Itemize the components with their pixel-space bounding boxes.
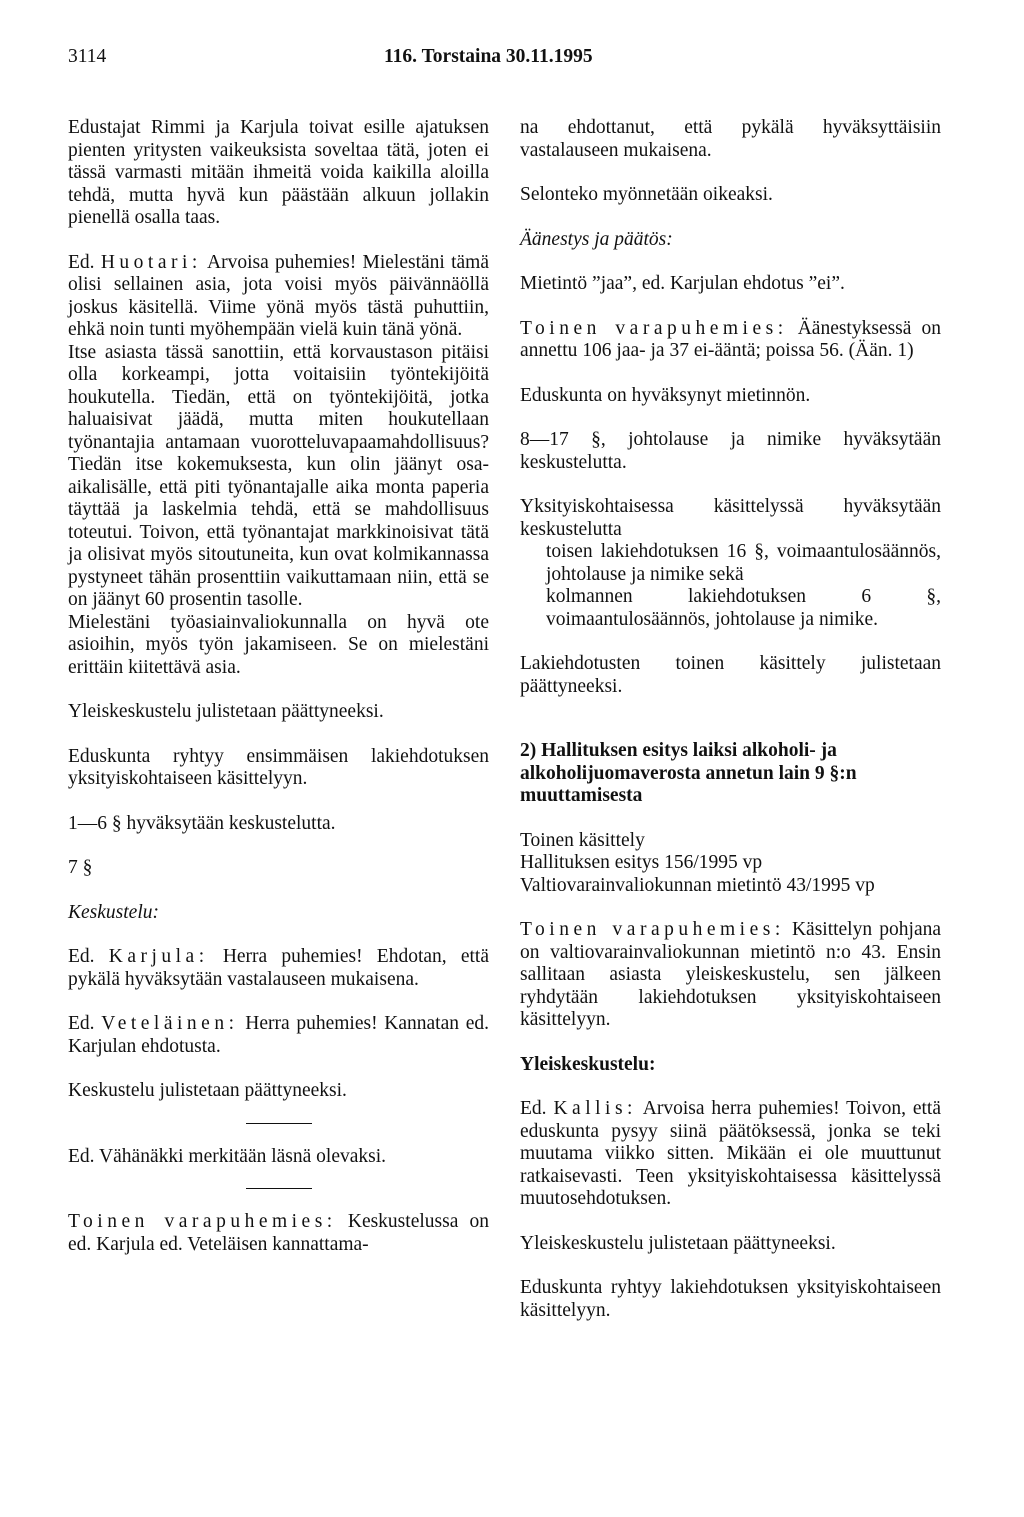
decision-text: Eduskunta on hyväksynyt mietinnön.: [520, 384, 811, 406]
speech-huotari: [68, 252, 489, 342]
speaker-prefix: Ed.: [68, 1013, 95, 1034]
decision-text: Yleiskeskustelu julistetaan päättyneeksi.: [68, 701, 384, 722]
speech-text: Arvoisa herra puhemies! Toivon, että eduskunta pysyy siinä päätöksessä, jonka se teki muutama viikko sitten. Mikään ei ole muuttunut ratkaisevasti. Teen yksityiskohtaisessa käsittelyssä muutosehdotuksen.: [520, 1098, 942, 1209]
speech-varapuhemies: [520, 919, 941, 1032]
paragraph: na ehdottanut, että pykälä hyväksyttäisiin vastalauseen mukaisena.: [520, 117, 941, 161]
decision-item: toisen lakiehdotuksen 16 §, voimaantulosäännös, johtolause ja nimike sekä: [546, 541, 941, 585]
speech-text: Herra puhemies! Ehdotan, että pykälä hyväksytään vastalauseen mukaisena.: [68, 946, 489, 990]
speech-vetelainen: [68, 1013, 489, 1058]
page-number: 3114: [68, 46, 107, 67]
bill-reference: Hallituksen esitys 156/1995 vp: [520, 852, 763, 873]
decision-text: Eduskunta ryhtyy ensimmäisen lakiehdotuksen yksityiskohtaiseen käsittelyyn.: [68, 745, 489, 789]
page-header: [68, 46, 958, 70]
speaker-name: Toinen varapuhemies:: [520, 317, 788, 339]
decision-text: Eduskunta ryhtyy lakiehdotuksen yksityiskohtaiseen käsittelyyn.: [520, 1277, 941, 1321]
speech-varapuhemies: [68, 1211, 489, 1256]
paragraph: Edustajat Rimmi ja Karjula toivat esille ajatuksen pienten yritysten vaikeuksista soveltaa tätä, joten ei tässä varmasti mitään ihmeitä voida kaikilla aloilla tehdä, mutta hyvä kun päästään alkuun jollakin pienellä osalla taas.: [68, 117, 489, 228]
speech-text: Keskustelussa on ed. Karjula ed. Veteläisen kannattama-: [68, 1211, 489, 1255]
decision-text: Yleiskeskustelu julistetaan päättyneeksi.: [520, 1232, 836, 1254]
paragraph: Mielestäni työasiainvaliokunnalla on hyvä ote asioihin, myös työn jakamiseen. Se on mielestäni erittäin kiitettävä asia.: [68, 611, 489, 678]
speech-karjula: [68, 946, 489, 991]
section-heading: 7 §: [68, 857, 93, 878]
right-column: [520, 117, 941, 1322]
speaker-prefix: Ed.: [68, 251, 95, 273]
decision-text: Lakiehdotusten toinen käsittely julistetaan päättyneeksi.: [520, 653, 941, 697]
section-decision: 8—17 §, johtolause ja nimike hyväksytään keskustelutta.: [520, 429, 941, 473]
speaker-prefix: Ed.: [68, 946, 95, 967]
left-column: [68, 117, 489, 1256]
committee-report: Valtiovarainvaliokunnan mietintö 43/1995 vp: [520, 874, 875, 896]
decision-text: Selonteko myönnetään oikeaksi.: [520, 184, 773, 205]
speech-text: Äänestyksessä on annettu 106 jaa- ja 37 ei-ääntä; poissa 56. (Ään. 1): [520, 317, 941, 361]
discussion-heading: Keskustelu:: [68, 901, 159, 923]
separator-rule: [246, 1188, 312, 1189]
discussion-heading: Yleiskeskustelu:: [520, 1053, 656, 1075]
vote-options: Mietintö ”jaa”, ed. Karjulan ehdotus ”ei”.: [520, 273, 845, 294]
speech-text: Herra puhemies! Kannatan ed. Karjulan ehdotusta.: [68, 1013, 490, 1057]
section-decision: 1—6 § hyväksytään keskustelutta.: [68, 812, 336, 834]
paragraph: Itse asiasta tässä sanottiin, että korvaustason pitäisi olla korkeampi, jotta voitaisiin työntekijöitä houkutella. Tiedän, että on työntekijöitä, jotka haluaisivat jäädä, mutta miten houkutellaan työnantajia antamaan vuorotteluvapaamahdollisuus? Tiedän itse kokemuksesta, kun olin jäänyt osa-aikalisälle, että piti työnantajalle aika monta paperia täyttää ja laskelmia tehdä, että se mahdollisuus toteutui. Toivon, että työnantajat markkinoisivat tätä ja olisivat myös sitoutuneita, kun ovat kolmikannassa pystyneet tähän prosenttiin vaikuttamaan niin, että se on jäänyt 60 prosentin tasolle.: [68, 341, 489, 610]
speech-text: Arvoisa puhemies! Mielestäni tämä olisi sellainen asia, jota voisi myös päivännäöllä joskus käsitellä. Viime yönä myös tästä puhuttiin, ehkä noin tunti myöhempään vielä kuin tänä yönä.: [68, 251, 489, 340]
vote-heading: Äänestys ja päätös:: [520, 228, 673, 250]
speaker-name: Huotari:: [100, 251, 202, 273]
decision-text: Ed. Vähänäkki merkitään läsnä olevaksi.: [68, 1145, 387, 1167]
speaker-name: Kallis:: [553, 1098, 637, 1119]
reading-type: Toinen käsittely: [520, 829, 645, 851]
agenda-item-title: 2) Hallituksen esitys laiksi alkoholi- ja alkoholijuomaverosta annetun lain 9 §:n muuttamisesta: [520, 740, 857, 806]
separator-rule: [246, 1123, 312, 1124]
session-date: 116. Torstaina 30.11.1995: [384, 46, 593, 67]
speech-text: Käsittelyn pohjana on valtiovarainvaliokunnan mietintö n:o 43. Ensin sallitaan asiasta yleiskeskustelu, sen jälkeen ryhdytään lakiehdotuksen yksityiskohtaiseen käsittelyyn.: [520, 919, 942, 1030]
decision-item: kolmannen lakiehdotuksen 6 §, voimaantulosäännös, johtolause ja nimike.: [546, 586, 941, 630]
speech-varapuhemies: [520, 318, 941, 363]
decision-text: Yksityiskohtaisessa käsittelyssä hyväksytään keskustelutta: [520, 496, 941, 540]
speech-kallis: [520, 1098, 941, 1211]
speaker-name: Toinen varapuhemies:: [68, 1211, 337, 1232]
decision-text: Keskustelu julistetaan päättyneeksi.: [68, 1080, 347, 1101]
speaker-prefix: Ed.: [520, 1098, 547, 1119]
speaker-name: Toinen varapuhemies:: [520, 919, 785, 940]
speaker-name: Karjula:: [108, 946, 209, 967]
speaker-name: Veteläinen:: [101, 1013, 239, 1034]
